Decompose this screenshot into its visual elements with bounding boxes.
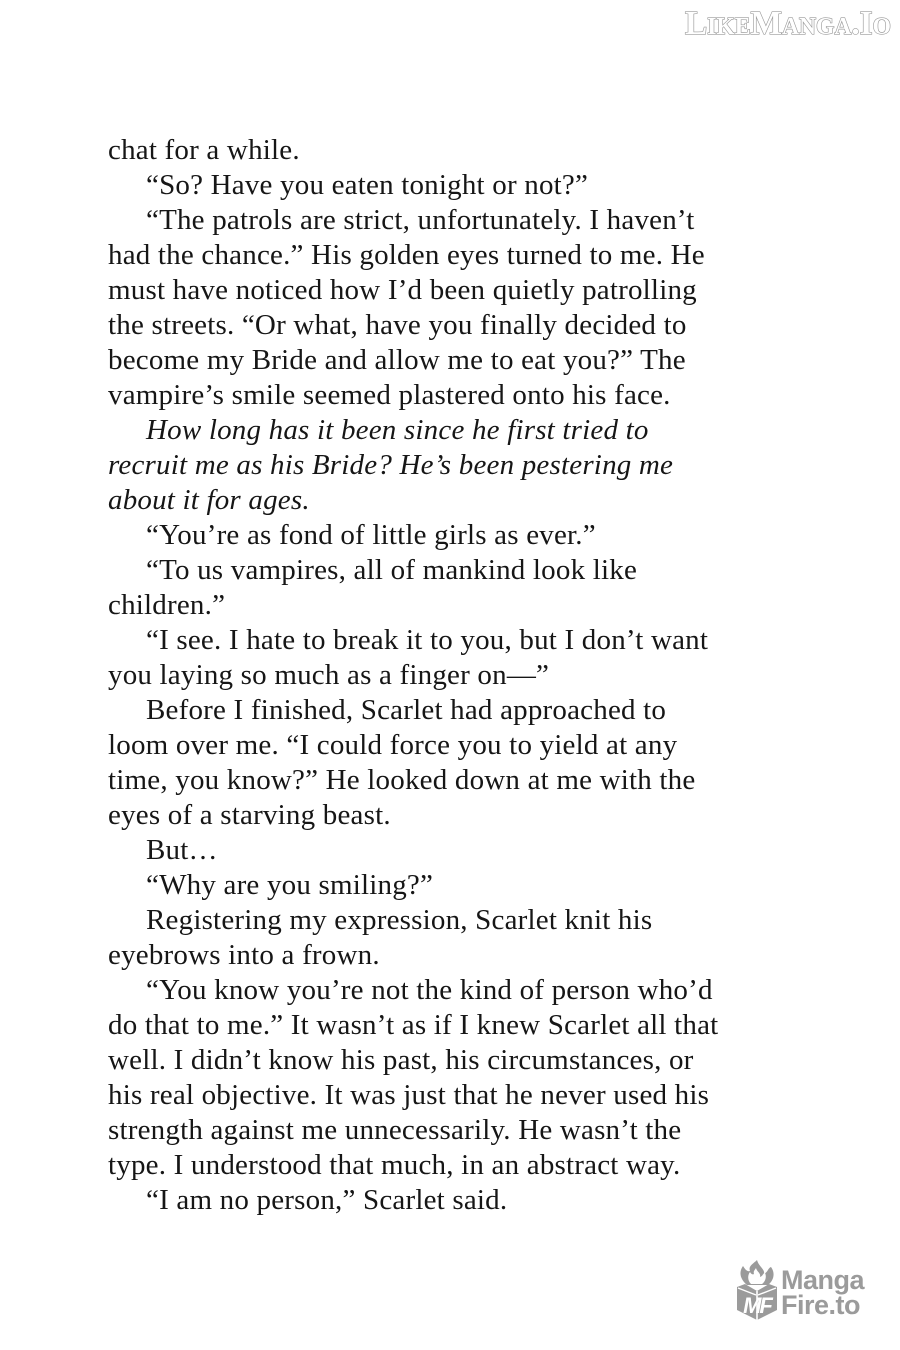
- text-line: “You know you’re not the kind of person who’d: [146, 974, 713, 1006]
- text-line: about it for ages.: [108, 484, 310, 516]
- likemanga-watermark: [681, 3, 895, 43]
- text-line: had the chance.” His golden eyes turned to me. He: [108, 239, 705, 271]
- text-line: “So? Have you eaten tonight or not?”: [146, 169, 589, 201]
- mangafire-word-bottom: Fire.to: [781, 1290, 861, 1320]
- text-line: How long has it been since he first tried to: [146, 414, 649, 446]
- text-line: the streets. “Or what, have you finally decided to: [108, 309, 687, 341]
- text-line: children.”: [108, 589, 226, 621]
- text-line: eyes of a starving beast.: [108, 799, 391, 831]
- text-line: well. I didn’t know his past, his circumstances, or: [108, 1044, 694, 1076]
- text-line: “I am no person,” Scarlet said.: [146, 1184, 508, 1216]
- text-line: do that to me.” It wasn’t as if I knew Scarlet all that: [108, 1009, 719, 1041]
- novel-text-block: [108, 133, 719, 1218]
- text-line: loom over me. “I could force you to yield at any: [108, 729, 678, 761]
- text-line: “You’re as fond of little girls as ever.”: [146, 519, 596, 551]
- mangafire-icon-letters: MF: [743, 1293, 771, 1318]
- text-line: chat for a while.: [108, 134, 300, 166]
- text-line: vampire’s smile seemed plastered onto his face.: [108, 379, 671, 411]
- mangafire-wordmark: [781, 1265, 865, 1320]
- text-line: time, you know?” He looked down at me with the: [108, 764, 696, 796]
- text-line: Registering my expression, Scarlet knit his: [146, 904, 653, 936]
- text-line: “I see. I hate to break it to you, but I don’t want: [146, 624, 709, 656]
- text-line: strength against me unnecessarily. He wasn’t the: [108, 1114, 682, 1146]
- text-line: recruit me as his Bride? He’s been pestering me: [108, 449, 674, 481]
- text-line: his real objective. It was just that he never used his: [108, 1079, 710, 1111]
- text-line: Before I finished, Scarlet had approached to: [146, 694, 667, 726]
- text-line: “Why are you smiling?”: [146, 869, 434, 901]
- text-line: you laying so much as a finger on—”: [108, 659, 550, 691]
- text-line: become my Bride and allow me to eat you?” The: [108, 344, 686, 376]
- likemanga-watermark-text: LikeManga.Io: [685, 5, 891, 42]
- mangafire-watermark: [735, 1258, 895, 1324]
- text-line: “The patrols are strict, unfortunately. I haven’t: [146, 204, 695, 236]
- text-line: must have noticed how I’d been quietly patrolling: [108, 274, 697, 306]
- text-line: eyebrows into a frown.: [108, 939, 380, 971]
- text-line: type. I understood that much, in an abstract way.: [108, 1149, 681, 1181]
- text-line: But…: [146, 834, 218, 866]
- flame-book-icon: [735, 1260, 779, 1322]
- likemanga-logo-icon: [681, 3, 895, 43]
- mangafire-word-top: Manga: [781, 1265, 865, 1295]
- text-line: “To us vampires, all of mankind look like: [146, 554, 638, 586]
